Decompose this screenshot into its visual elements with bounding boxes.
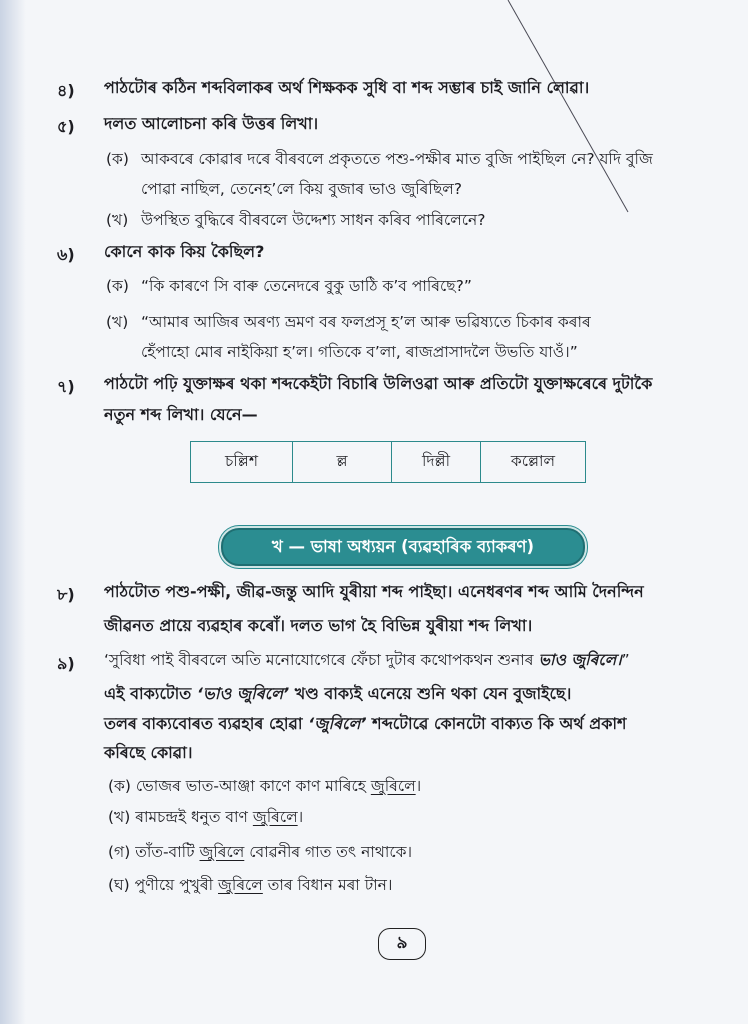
q9-item-label: (খ) <box>108 808 131 826</box>
q9-item-label: (ঘ) <box>108 876 130 894</box>
q9-item-pre: ভোজৰ ভাত-আঞ্জা কাণে কাণ মাৰিহে <box>135 777 371 795</box>
q9-quote-em: ভাও জুৰিলে। <box>538 651 622 669</box>
q9-item-pre: তাঁত-বাটি <box>135 843 200 861</box>
q9-item-ka <box>108 777 421 796</box>
page-number-text: ৯ <box>396 933 408 953</box>
example-word-4: কল্লোল <box>481 442 586 483</box>
q5-ka-line2: পোৱা নাছিল, তেনেহ’লে কিয় বুজাৰ ভাও জুৰিছিল? <box>141 180 463 198</box>
q4-number: ৪) <box>57 81 75 100</box>
q9-quote-pre: ‘সুবিধা পাই বীৰবলে অতি মনোযোগেৰে ফেঁচা দুটাৰ কথোপকথন শুনাৰ <box>104 651 534 669</box>
q8-line1: পাঠটোত পশু-পক্ষী, জীৱ-জন্তু আদি যুৰীয়া শব্দ পাইছা। এনেধৰণৰ শব্দ আমি দৈনন্দিন <box>104 582 644 601</box>
q9-quote-post: ” <box>621 651 630 669</box>
q9-quote <box>104 651 630 670</box>
q9-item-underlined: জুৰিলে <box>199 843 245 861</box>
page-number <box>378 928 426 960</box>
q6-ka-label: (ক) <box>106 277 129 295</box>
q9-item-underlined: জুৰিলে <box>218 876 263 894</box>
q9-item-pre: পুণীয়ে পুখুৰী <box>134 876 219 894</box>
q5-ka-line1: আকবৰে কোৱাৰ দৰে বীৰবলে প্ৰকৃততে পশু-পক্ষীৰ মাত বুজি পাইছিল নে? যদি বুজি <box>141 150 653 168</box>
section-banner <box>221 528 585 566</box>
q7-line1: পাঠটো পঢ়ি যুক্তাক্ষৰ থকা শব্দকেইটা বিচাৰি উলিওৱা আৰু প্ৰতিটো যুক্তাক্ষৰেৰে দুটাকৈ <box>104 374 653 393</box>
q6-kha-line1: “আমাৰ আজিৰ অৰণ্য ভ্ৰমণ বৰ ফলপ্ৰসূ হ’ল আৰু ভৱিষ্যতে চিকাৰ কৰাৰ <box>141 313 591 331</box>
q9-item-ga <box>108 843 412 862</box>
q5-ka-label: (ক) <box>106 150 129 168</box>
q9-line3 <box>104 714 627 733</box>
q9-item-post: । <box>415 777 422 795</box>
q5-kha-label: (খ) <box>106 211 129 229</box>
q8-number: ৮) <box>57 585 75 604</box>
q9-item-kha <box>108 808 303 827</box>
q9-line2 <box>104 684 571 703</box>
q9-number: ৯) <box>57 654 75 673</box>
q6-kha-label: (খ) <box>106 313 129 331</box>
q9-line3-pre: তলৰ বাক্যবোৰত ব্যৱহাৰ হোৱা <box>104 714 303 733</box>
q9-line2-pre: এই বাক্যটোত <box>104 684 192 703</box>
q9-item-underlined: জুৰিলে <box>370 777 416 795</box>
q9-item-underlined: জুৰিলে <box>252 808 298 826</box>
q6-kha-line2: হেঁপাহো মোৰ নাইকিয়া হ’ল। গতিকে ব’লা, ৰাজপ্ৰাসাদলৈ উভতি যাওঁ।” <box>141 343 578 361</box>
q9-item-post: । <box>297 808 304 826</box>
q6-text: কোনে কাক কিয় কৈছিল? <box>104 242 265 261</box>
q6-ka-text: “কি কাৰণে সি বাৰু তেনেদৰে বুকু ডাঠি ক’ব পাৰিছে?” <box>141 277 472 295</box>
q9-line3-em: ‘জুৰিলে’ <box>308 714 367 733</box>
section-banner-text: খ — ভাষা অধ্যয়ন (ব্যৱহাৰিক ব্যাকৰণ) <box>271 536 535 556</box>
q9-line3-post: শব্দটোৱে কোনটো বাক্যত কি অৰ্থ প্ৰকাশ <box>372 714 627 733</box>
q9-line2-em: ‘ভাও জুৰিলে’ <box>196 684 290 703</box>
q7-number: ৭) <box>57 377 75 396</box>
q9-item-post: বোৱনীৰ গাত তৎ নাথাকে। <box>244 843 412 861</box>
q5-kha-text: উপস্থিত বুদ্ধিৰে বীৰবলে উদ্দেশ্য সাধন কৰিব পাৰিলেনে? <box>141 211 486 229</box>
q7-line2: নতুন শব্দ লিখা। যেনে— <box>104 405 258 424</box>
q9-item-post: তাৰ বিধান মৰা টান। <box>262 876 393 894</box>
q9-item-label: (গ) <box>108 843 131 861</box>
example-word-2: ল্ল <box>293 442 392 483</box>
q9-item-gha <box>108 876 392 895</box>
example-words-table <box>190 441 586 483</box>
q4-text: পাঠটোৰ কঠিন শব্দবিলাকৰ অৰ্থ শিক্ষকক সুধি বা শব্দ সম্ভাৰ চাই জানি লোৱা। <box>104 78 590 97</box>
example-word-3: দিল্লী <box>392 442 481 483</box>
q9-line2-post: খণ্ড বাক্যই এনেয়ে শুনি থকা যেন বুজাইছে। <box>294 684 572 703</box>
example-word-1: চল্লিশ <box>191 442 293 483</box>
q9-item-label: (ক) <box>108 777 131 795</box>
q9-line4: কৰিছে কোৱা। <box>104 743 193 762</box>
q8-line2: জীৱনত প্ৰায়ে ব্যৱহাৰ কৰোঁ। দলত ভাগ হৈ বিভিন্ন যুৰীয়া শব্দ লিখা। <box>104 616 533 635</box>
q6-number: ৬) <box>57 245 75 264</box>
q9-item-pre: ৰামচন্দ্ৰই ধনুত বাণ <box>135 808 253 826</box>
q5-text: দলত আলোচনা কৰি উত্তৰ লিখা। <box>104 114 319 133</box>
q5-number: ৫) <box>57 117 75 136</box>
